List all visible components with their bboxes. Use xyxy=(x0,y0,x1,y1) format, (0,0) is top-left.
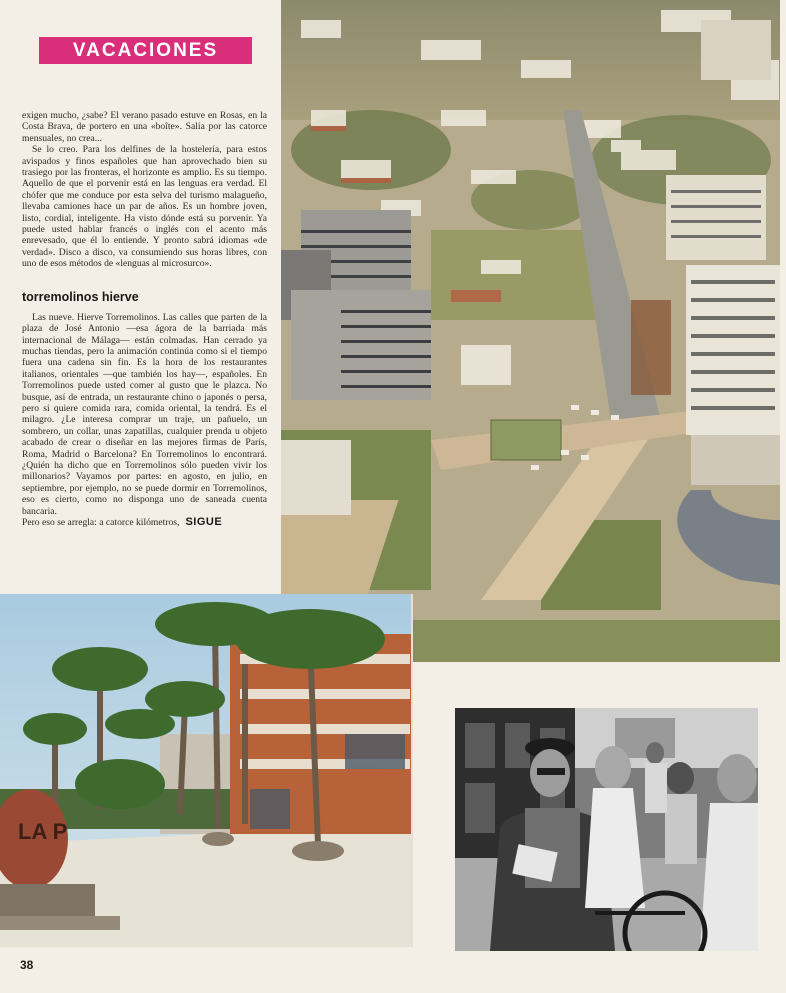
article-paragraph-1: exigen mucho, ¿sabe? El verano pasado estuve en Rosas, en la Costa Brava, de portero en una «boîte». Salía por las catorce mensuales, no crea... xyxy=(22,110,267,144)
continue-label: SIGUE xyxy=(185,516,223,528)
article-paragraph-3-body: Las nueve. Hierve Torremolinos. Las calles que parten de la plaza de José Antonio —esa ágora de la barriada más internacional de Málaga— están colmadas. Han cerrado ya muchas tiendas, pero la animación continúa como si el tiempo fuera una cadena sin fin. Es la hora de los restaurantes italianos, orientales —que también los hay—, españoles. En Torremolinos puede usted comer al gusto que le plazca. No busque, así de entrada, un restaurante chino o japonés o persa, pero si quiere comida rara, comida oriental, la tendrá. Es el milagro. ¿Le interesa comprar un traje, un pañuelo, un sombrero, un collar, unas zapatillas, cualquier prenda u objeto acabado de crear o diseñar en las mejores firmas de París, Roma, Madrid o Barcelona? En Torremolinos lo encontrará. ¿Quién ha dicho que en Torremolinos sólo pueden vivir los millonarios? Vayamos por partes: en agosto, en julio, en septiembre, por ejemplo, no se puede dormir en Torremolinos, eso es cierto, como no disponga uno de saneada cuenta bancaria. xyxy=(22,311,267,517)
article-last-line-text: Pero eso se arregla: a catorce kilómetros, xyxy=(22,517,180,528)
article-text-column xyxy=(22,110,267,528)
jar-lettering: LA P xyxy=(18,819,68,844)
article-subhead: torremolinos hierve xyxy=(22,289,139,304)
page-number: 38 xyxy=(20,958,34,972)
article-paragraph-2: Se lo creo. Para los delfines de la hostelería, para estos avispados y finos españoles que han aprovechado bien su trasiego por las fronteras, el horizonte es amplio. Es su tiempo. Aquello de que el porvenir está en las lenguas era verdad. El chófer que me conduce por esta selva del turismo malagueño, llevaba camiones hace un par de años. Es un hombre joven, listo, cordial, inteligente. Ha visto dónde está su porvenir. Ya puede usted hablar francés o inglés con el acento más enrevesado, que él lo entiende. Y pronto sabrá idiomas «de verdad». Disco a disco, va consumiendo sus horas libres, con uno de esos métodos de «lenguas al microsurco». xyxy=(22,144,267,270)
street-scene-photo xyxy=(455,708,758,951)
palm-promenade-photo xyxy=(0,594,413,947)
article-paragraph-3 xyxy=(22,312,267,517)
aerial-town-photo xyxy=(281,0,780,662)
section-label: VACACIONES xyxy=(39,37,252,64)
article-last-line xyxy=(22,517,267,528)
